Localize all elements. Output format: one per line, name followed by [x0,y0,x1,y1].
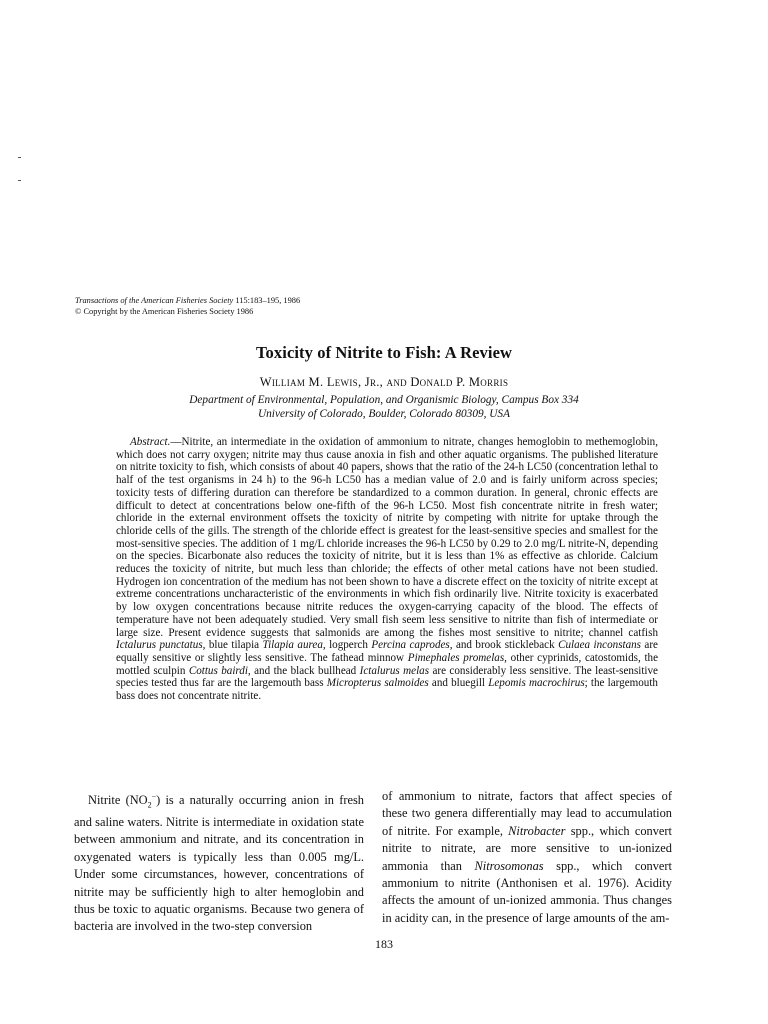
species-name: Cottus bairdi, [188,664,251,677]
species-name: Culaea inconstans [558,639,641,652]
journal-title: Transactions of the American Fisheries Society [75,296,234,305]
journal-header [75,295,300,317]
abstract-text: are equally sensitive or slightly less sensitive. The fathead minnow [116,639,658,664]
copyright-line: © Copyright by the American Fisheries Society 1986 [75,307,254,316]
author-affiliation [0,393,768,421]
scan-mark [18,180,21,181]
abstract-text: ; the largemouth bass does not concentrate nitrite. [116,677,658,703]
species-name: Micropterus salmoides [326,677,429,690]
body-column-left [74,788,364,936]
body-column-right [382,788,672,927]
abstract-text: other cyprinids, catostomids, the mottled sculpin [116,651,659,677]
abstract-text: —Nitrite, an intermediate in the oxidation of ammonium to nitrate, changes hemoglobin to methemoglobin, which does not carry oxygen; nitrite may thus cause anoxia in fish and other aquatic organisms. The published literature on nitrite toxicity to fish, which consists of about 40 papers, shows that the ratio of the 24-h LC50 (concentration lethal to half of the test organisms in 24 h) to the 96-h LC50 has a median value of 2.0 and is fairly uniform across species; toxicity tests of differing duration can therefore be standardized to a common duration. In general, chronic effects are difficult to detect at concentrations below one-fifth of the 96-h LC50. Most fish concentrate nitrite in fresh water; chloride in the external environment offsets the toxicity of nitrite by competing with nitrite for uptake through the chloride cells of the gills. The strength of the chloride effect is greatest for the least-sensitive species and smallest for the most-sensitive species. The addition of 1 mg/L chloride increases the 96-h LC50 by 0.29 to 2.0 mg/L nitrite-N, depending on the species. Bicarbonate also reduces the toxicity of nitrite, but it is less than 1% as effective as chloride. Calcium reduces the toxicity of nitrite, but much less than chloride; the effects of other metal cations have not been studied. Hydrogen ion concentration of the medium has not been shown to have a discrete effect on the toxicity of nitrite except at extreme concentrations uncharacteristic of the environments in which fish ordinarily live. Nitrite toxicity is exacerbated by low oxygen concentrations because nitrite reduces the oxygen-carrying capacity of the blood. The effects of temperature have not been adequately studied. Very small fish seem less sensitive to nitrite than fish of intermediate or large size. Present evidence suggests that salmonids are among the fishes most sensitive to nitrite; channel catfish [116,436,658,639]
abstract-text: and brook stickleback [452,639,559,652]
species-name: Lepomis macrochirus [488,677,585,690]
abstract-text: are considerably less sensitive. The least-sensitive species tested thus far are the largemouth bass [116,664,658,690]
abstract-text: and bluegill [428,677,489,690]
abstract-text: logperch [325,639,372,652]
species-name: Pimephales promelas, [407,651,507,664]
body-text: ) is a naturally occurring anion in fresh and saline waters. Nitrite is intermediate in oxidation state between ammonium and nitrate, and its concentration in oxygenated waters is typically less than 0.005 mg/L. Under some circumstances, however, concentrations of nitrite may be sufficiently high to alter hemoglobin and thus be toxic to aquatic organisms. Because two genera of bacteria are involved in the two-step conversion [74,793,364,934]
genus-name: Nitrosomonas [474,858,544,873]
body-text: of ammonium to nitrate, factors that affect species of these two genera differentially may lead to accumulation of nitrite. For example, [382,789,672,838]
journal-volume: 115:183–195, 1986 [235,296,301,305]
page-number: 183 [375,937,393,951]
scan-mark [18,157,21,158]
species-name: Ictalurus punctatus, [116,639,206,652]
article-authors: William M. Lewis, Jr., and Donald P. Morris [259,375,509,389]
journal-citation [75,295,300,306]
affiliation-line: University of Colorado, Boulder, Colorado 80309, USA [258,408,510,420]
subscript: 2 [147,800,152,810]
species-name: Tilapia aurea, [262,639,326,652]
article-title: Toxicity of Nitrite to Fish: A Review [255,343,513,362]
superscript: − [151,792,157,801]
body-text: spp., which convert nitrite to nitrate, are more sensitive to un-ionized ammonia than [382,823,672,873]
species-name: Percina caprodes, [371,639,453,652]
affiliation-line: Department of Environmental, Population, and Organismic Biology, Campus Box 334 [189,394,579,406]
body-text: spp., which convert ammonium to nitrite (Anthonisen et al. 1976). Acidity affects the amount of un-ionized ammonia. Thus changes in acidity can, in the presence of large amounts of the am- [382,858,673,925]
abstract-text: blue tilapia [205,639,263,652]
body-text: Nitrite (NO [88,793,148,808]
genus-name: Nitrobacter [508,823,566,838]
abstract-label: Abstract. [130,436,171,448]
abstract-text: and the black bullhead [250,664,360,677]
abstract [116,436,658,703]
species-name: Ictalurus melas [359,664,430,677]
